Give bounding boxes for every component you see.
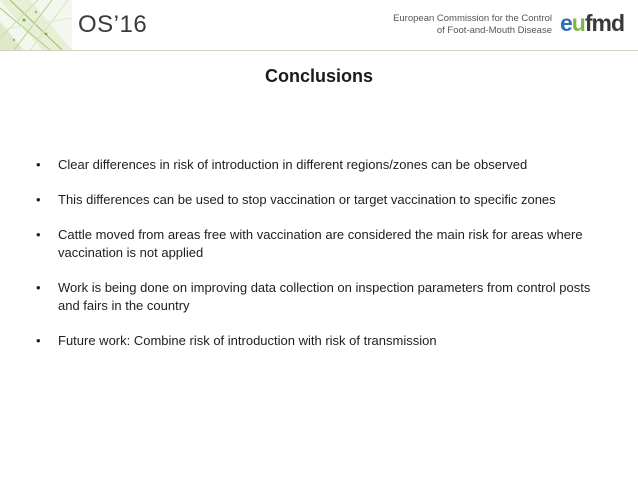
bullet-text: Cattle moved from areas free with vaccination are considered the main risk for areas where vaccination is not applied <box>58 227 583 260</box>
eufmd-logo-fmd: fmd <box>584 10 624 36</box>
organization-name-line1: European Commission for the Control <box>393 13 552 24</box>
bullet-marker: • <box>36 157 41 172</box>
bullet-text: Clear differences in risk of introduction in different regions/zones can be observed <box>58 157 528 172</box>
slide-title: Conclusions <box>264 66 373 86</box>
organization-name <box>393 13 552 37</box>
event-logo: OS’16 <box>78 11 148 38</box>
bullet-marker: • <box>36 227 41 242</box>
slide-header <box>0 0 638 50</box>
eufmd-logo <box>560 10 624 37</box>
bullet-marker: • <box>36 280 41 295</box>
eufmd-logo-u: u <box>571 10 585 36</box>
bullet-marker: • <box>36 333 41 348</box>
bullet-item <box>36 332 596 350</box>
bullet-text: Future work: Combine risk of introduction with risk of transmission <box>58 333 437 348</box>
bullet-marker: • <box>36 192 41 207</box>
eufmd-logo-e: e <box>559 10 572 36</box>
bullet-item <box>36 191 596 209</box>
bullet-item <box>36 279 596 315</box>
organization-name-line2: of Foot-and-Mouth Disease <box>436 25 552 36</box>
bullet-item <box>36 156 596 174</box>
bullet-text: Work is being done on improving data collection on inspection parameters from control posts and fairs in the country <box>58 280 591 313</box>
bullet-item <box>36 226 596 262</box>
decorative-corner-graphic <box>0 0 72 50</box>
bullet-list <box>36 156 596 350</box>
header-divider <box>0 50 638 51</box>
bullet-text: This differences can be used to stop vaccination or target vaccination to specific zones <box>58 192 556 207</box>
